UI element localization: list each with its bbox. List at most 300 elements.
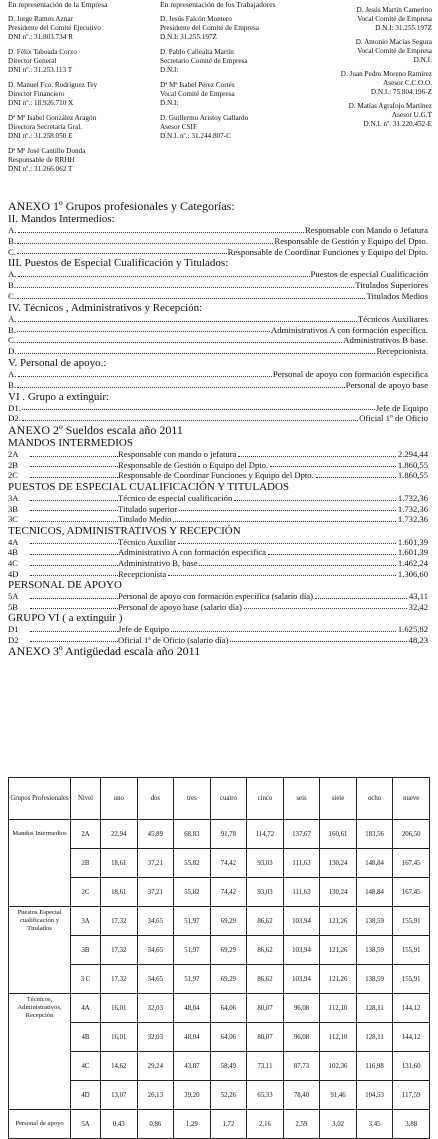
workers-signatories-right	[302, 0, 432, 180]
category-key: B.	[8, 324, 17, 335]
signatory-dni: D.N.I:	[413, 56, 432, 64]
value-cell: 148,84	[356, 849, 393, 878]
category-key: A.	[8, 225, 17, 235]
value-cell: 3,88	[393, 1110, 430, 1139]
nivel-cell: 4C	[71, 1052, 101, 1081]
anexos-body	[0, 200, 438, 658]
salary-amount: 1.601,39	[397, 547, 428, 558]
leader-dots	[171, 624, 396, 632]
salary-group-title: PUESTOS DE ESPECIAL CUALIFICACIÓN Y TITULADOS	[8, 480, 290, 493]
value-cell: 121,26	[320, 936, 357, 965]
group-cell	[9, 1023, 71, 1052]
value-cell: 2,16	[247, 1110, 284, 1139]
salary-key: 5B	[8, 601, 19, 612]
table-row	[9, 965, 430, 994]
signatory-name: D. Antonio Macías Segura	[355, 38, 432, 46]
salary-key: 5A	[8, 591, 19, 602]
value-cell: 91,46	[320, 1081, 357, 1110]
signatory	[8, 15, 158, 42]
value-cell: 78,40	[283, 1081, 320, 1110]
leader-dots	[18, 314, 357, 322]
signatory	[8, 147, 158, 174]
category-name: Jefe de Equipo	[375, 402, 428, 413]
salary-label: Jefe de Equipo	[118, 624, 170, 635]
signatory-name: D. Jesús Falcón Montero	[160, 15, 232, 23]
value-cell: 117,59	[393, 1081, 430, 1110]
value-cell: 17,32	[101, 907, 138, 936]
value-cell: 128,11	[356, 994, 393, 1023]
signatories-block	[8, 0, 432, 180]
leader-dots	[30, 569, 118, 577]
category-row	[8, 346, 428, 357]
nivel-cell: 4B	[71, 1023, 101, 1052]
category-row	[8, 369, 428, 380]
leader-dots	[17, 335, 342, 343]
table-body	[9, 820, 430, 1139]
category-name: Responsable de Coordinar Funciones y Equipo del Dpto.	[227, 246, 428, 257]
salary-row	[8, 449, 428, 460]
salary-row	[8, 547, 428, 558]
category-row	[8, 236, 428, 247]
antiguedad-table	[8, 777, 430, 1139]
salary-label: Recepcionista	[118, 568, 167, 579]
table-row	[9, 878, 430, 907]
salary-key: D2	[8, 634, 19, 645]
salary-key: 3A	[8, 492, 19, 503]
signatory	[302, 102, 432, 129]
salary-group-title: GRUPO VI ( a extinguir )	[8, 612, 123, 625]
signatory-role: Asesor C.C.O.O.	[383, 79, 432, 87]
leader-dots	[316, 470, 396, 478]
category-row	[8, 403, 428, 414]
value-cell: 103,94	[283, 907, 320, 936]
signatory	[160, 114, 300, 141]
value-cell: 17,32	[101, 936, 138, 965]
leader-dots	[30, 504, 118, 512]
signatory-role: Vocal Comité de Empresa	[357, 47, 432, 55]
value-cell: 103,94	[283, 965, 320, 994]
anexo1-groups	[0, 213, 438, 424]
anexo1-title: ANEXO 1º Grupos profesionales y Categorías:	[8, 199, 235, 213]
value-cell: 1,72	[210, 1110, 247, 1139]
value-cell: 206,50	[393, 820, 430, 849]
value-cell: 91,78	[210, 820, 247, 849]
leader-dots	[30, 537, 118, 545]
salary-label: Técnico Auxiliar	[118, 536, 176, 547]
category-name: Responsable con Mando o Jefatura	[304, 225, 428, 235]
category-name: Técnicos Auxiliares	[357, 313, 428, 324]
category-key: D.	[8, 346, 17, 357]
table-row	[9, 1052, 430, 1081]
signatory	[160, 15, 300, 42]
leader-dots	[173, 514, 396, 522]
salary-label: Responsable de Coordinar Funciones y Equipo del Dpto.	[118, 470, 314, 481]
value-cell: 55,82	[174, 878, 211, 907]
value-cell: 121,26	[320, 907, 357, 936]
signatory-dni: DNI nº.: 31.803.734 R	[8, 33, 73, 41]
category-group-title: IV. Técnicos , Administrativos y Recepción:	[8, 301, 203, 314]
category-name: Recepcionista.	[376, 346, 428, 357]
signatory-role: Asesor U.G.T	[391, 111, 432, 119]
value-cell: 39,20	[174, 1081, 211, 1110]
salary-row	[8, 514, 428, 525]
leader-dots	[30, 470, 118, 478]
leader-dots	[315, 591, 407, 599]
leader-dots	[17, 380, 345, 388]
signatory	[160, 81, 300, 108]
signatory-role: Vocal Comité de Empresa	[160, 90, 235, 98]
leader-dots	[17, 236, 273, 244]
signatory-dni: DNI nº.: 18.926.710 X	[8, 99, 74, 107]
group-cell: Técnicos, Administrativos, Recepción	[9, 994, 71, 1023]
value-cell: 96,08	[283, 994, 320, 1023]
signatory-name: D. Félix Taboada Corzo	[8, 48, 77, 56]
value-cell: 1,29	[174, 1110, 211, 1139]
table-row	[9, 936, 430, 965]
anexo2-title: ANEXO 2º Sueldos escala año 2011	[8, 423, 183, 438]
value-cell: 69,29	[210, 907, 247, 936]
salary-label: Titulado Medio	[118, 514, 172, 525]
category-name: Titulados Medios	[366, 290, 428, 301]
value-cell: 144,12	[393, 1023, 430, 1052]
salary-amount: 32,42	[408, 601, 428, 612]
value-cell: 155,91	[393, 936, 430, 965]
salary-row	[8, 493, 428, 504]
signatory	[8, 81, 158, 108]
column-header: siete	[320, 778, 357, 820]
value-cell: 17,32	[101, 965, 138, 994]
signatory-dni: DNI nº.: 31.253.113 T	[8, 66, 73, 74]
value-cell: 121,26	[320, 965, 357, 994]
signatory-role: Presidente del Comité Ejecutivo	[8, 24, 101, 32]
table-row	[9, 820, 430, 849]
value-cell: 111,63	[283, 849, 320, 878]
salary-row	[8, 504, 428, 515]
value-cell: 18,61	[101, 849, 138, 878]
leader-dots	[18, 269, 310, 277]
value-cell: 130,24	[320, 849, 357, 878]
category-key: A.	[8, 269, 17, 280]
salary-key: 2A	[8, 449, 19, 460]
signatory-dni: D.N.I. nº.: 31.244.807-C	[160, 132, 231, 140]
value-cell: 102,36	[320, 1052, 357, 1081]
value-cell: 116,98	[356, 1052, 393, 1081]
category-name: Personal de apoyo con formación específica	[272, 368, 428, 379]
category-name: Administrativos B base.	[343, 335, 428, 346]
signatory-dni: D.N.I:	[160, 66, 179, 74]
value-cell: 104,53	[356, 1081, 393, 1110]
value-cell: 0,43	[101, 1110, 138, 1139]
company-signatories	[8, 0, 158, 180]
salary-row	[8, 569, 428, 580]
category-name: Administrativos A con formación específica.	[270, 324, 428, 335]
table-header-row	[9, 778, 430, 820]
category-row	[8, 325, 428, 336]
value-cell: 137,67	[283, 820, 320, 849]
signatory-dni: D.N.I.: 75.804.196-Z	[370, 88, 432, 96]
signatory	[160, 48, 300, 75]
value-cell: 86,62	[247, 907, 284, 936]
salary-label: Administrativo B, base	[118, 557, 198, 568]
column-header: Nivel	[71, 778, 101, 820]
nivel-cell: 3A	[71, 907, 101, 936]
salary-key: 3B	[8, 503, 19, 514]
value-cell: 138,59	[356, 936, 393, 965]
category-name: Responsable de Gestión y Equipo del Dpto.	[274, 235, 428, 246]
leader-dots	[30, 635, 118, 643]
salary-key: 4C	[8, 557, 19, 568]
salary-label: Técnico de especial cualificación	[118, 492, 233, 503]
salary-key: 4B	[8, 547, 19, 558]
column-header: cinco	[247, 778, 284, 820]
value-cell: 112,10	[320, 994, 357, 1023]
column-header: seis	[283, 778, 320, 820]
signatory-name: D. Pablo Callealta Martín	[160, 48, 234, 56]
salary-row	[8, 624, 428, 635]
value-cell: 55,82	[174, 849, 211, 878]
salary-label: Administrativo A con formación especifica	[118, 547, 266, 558]
value-cell: 22,94	[101, 820, 138, 849]
value-cell: 3,02	[320, 1110, 357, 1139]
workers-signatories	[160, 0, 300, 180]
table-row	[9, 907, 430, 936]
category-row	[8, 225, 428, 236]
value-cell: 114,72	[247, 820, 284, 849]
salary-amount: 1.860,55	[397, 470, 428, 481]
category-key: D1.	[8, 402, 21, 413]
value-cell: 138,59	[356, 965, 393, 994]
value-cell: 65,33	[247, 1081, 284, 1110]
category-name: Personal de apoyo base	[345, 379, 428, 390]
nivel-cell: 2B	[71, 849, 101, 878]
value-cell: 80,07	[247, 994, 284, 1023]
category-key: A.	[8, 313, 17, 324]
value-cell: 155,91	[393, 965, 430, 994]
category-key: B.	[8, 379, 17, 390]
signatory-role: Asesor CSIF	[160, 123, 197, 131]
column-header: uno	[101, 778, 138, 820]
value-cell: 144,12	[393, 994, 430, 1023]
signatory-name: D. Jesús Martín Camerino	[356, 6, 432, 14]
value-cell: 69,29	[210, 965, 247, 994]
group-cell	[9, 1081, 71, 1110]
value-cell: 86,62	[247, 965, 284, 994]
column-header: cuatro	[210, 778, 247, 820]
salary-group-title: MANDOS INTERMEDIOS	[8, 437, 133, 450]
salary-row	[8, 558, 428, 569]
value-cell: 45,89	[137, 820, 174, 849]
value-cell: 13,07	[101, 1081, 138, 1110]
value-cell: 51,97	[174, 936, 211, 965]
category-row	[8, 314, 428, 325]
signatory-name: Dª Mª Isabel Pérez Cortés	[160, 81, 235, 89]
value-cell: 111,63	[283, 878, 320, 907]
salary-amount: 1.732,36	[397, 514, 428, 525]
value-cell: 2,59	[283, 1110, 320, 1139]
group-cell	[9, 1052, 71, 1081]
nivel-cell: 2C	[71, 878, 101, 907]
signatory-name: Dª Mª José Cantillo Donda	[8, 147, 86, 155]
category-name: Puestos de especial Cualificación	[310, 269, 428, 280]
value-cell: 34,65	[137, 965, 174, 994]
leader-dots	[30, 449, 118, 457]
leader-dots	[17, 291, 365, 299]
nivel-cell: 3 C	[71, 965, 101, 994]
salary-row	[8, 537, 428, 548]
value-cell: 103,94	[283, 936, 320, 965]
group-cell: Puestos Especial cualificación y Titulados	[9, 907, 71, 936]
category-key: C.	[8, 335, 17, 346]
signatory	[8, 114, 158, 141]
category-group-title: III. Puestos de Especial Cualificación y Titulados:	[8, 257, 229, 270]
column-header: nueve	[393, 778, 430, 820]
value-cell: 37,21	[137, 878, 174, 907]
leader-dots	[17, 325, 270, 333]
value-cell: 130,24	[320, 878, 357, 907]
leader-dots	[22, 413, 358, 421]
value-cell: 93,03	[247, 849, 284, 878]
salary-row	[8, 470, 428, 481]
group-cell: Personal de apoyo	[9, 1110, 71, 1139]
category-name: Oficial 1º de Oficio	[359, 413, 428, 424]
salary-label: Personal de apoyo con formación específica (salario día)	[118, 591, 313, 602]
leader-dots	[30, 624, 118, 632]
nivel-cell: 4D	[71, 1081, 101, 1110]
value-cell: 51,97	[174, 907, 211, 936]
signatory-name: D. Jorge Ramos Aznar	[8, 15, 73, 23]
value-cell: 128,11	[356, 1023, 393, 1052]
value-cell: 34,65	[137, 936, 174, 965]
value-cell: 52,26	[210, 1081, 247, 1110]
category-row	[8, 291, 428, 302]
value-cell: 0,86	[137, 1110, 174, 1139]
salary-label: Responsable con mando o jefatura	[118, 449, 237, 460]
value-cell: 74,42	[210, 878, 247, 907]
value-cell: 16,01	[101, 994, 138, 1023]
signatory	[8, 48, 158, 75]
salary-amount: 1.601,39	[397, 536, 428, 547]
category-key: B.	[8, 235, 17, 246]
category-row	[8, 247, 428, 258]
value-cell: 37,21	[137, 849, 174, 878]
group-cell	[9, 878, 71, 907]
leader-dots	[268, 547, 396, 555]
table-row	[9, 1110, 430, 1139]
salary-label: Oficial 1ª de Oficio (salario día)	[118, 634, 229, 645]
value-cell: 69,29	[210, 936, 247, 965]
value-cell: 18,61	[101, 878, 138, 907]
category-key: C.	[8, 246, 17, 257]
nivel-cell: 4A	[71, 994, 101, 1023]
salary-key: D1	[8, 624, 19, 635]
signatory	[302, 6, 432, 33]
value-cell: 43,87	[174, 1052, 211, 1081]
value-cell: 3,45	[356, 1110, 393, 1139]
column-header: ocho	[356, 778, 393, 820]
category-name: Titulados Superiores	[355, 280, 428, 291]
value-cell: 131,60	[393, 1052, 430, 1081]
leader-dots	[18, 225, 304, 233]
signatory-name: D. Juan Pedro Moreno Ramírez	[340, 70, 432, 78]
leader-dots	[238, 449, 396, 457]
value-cell: 58,49	[210, 1052, 247, 1081]
salary-key: 2B	[8, 459, 19, 470]
value-cell: 34,65	[137, 907, 174, 936]
value-cell: 64,06	[210, 994, 247, 1023]
salary-amount: 1.732,36	[397, 503, 428, 514]
leader-dots	[30, 493, 118, 501]
column-header: Grupos Profesionales	[9, 778, 71, 820]
signatory-dni: D.N.I: 31.255.197Z	[375, 24, 432, 32]
salary-label: Responsable de Gestión o Equipo del Dpto.	[118, 459, 269, 470]
value-cell: 148,84	[356, 878, 393, 907]
signatory-role: Director Financiero	[8, 90, 65, 98]
value-cell: 87,73	[283, 1052, 320, 1081]
value-cell: 14,62	[101, 1052, 138, 1081]
category-key: C.	[8, 290, 17, 301]
category-row	[8, 269, 428, 280]
leader-dots	[30, 602, 118, 610]
category-key: A.	[8, 368, 17, 379]
salary-row	[8, 460, 428, 471]
salary-amount: 1.306,60	[397, 568, 428, 579]
value-cell: 48,04	[174, 1023, 211, 1052]
signatory-role: Presidente del Comité de Empresa	[160, 24, 260, 32]
leader-dots	[178, 537, 396, 545]
leader-dots	[244, 602, 407, 610]
leader-dots	[30, 547, 118, 555]
group-cell: Mandos Intermedios	[9, 820, 71, 849]
value-cell: 32,03	[137, 994, 174, 1023]
salary-key: 2C	[8, 470, 19, 481]
value-cell: 93,03	[247, 878, 284, 907]
signatory-role: Vocal Comité de Empresa	[357, 15, 432, 23]
value-cell: 29,24	[137, 1052, 174, 1081]
salary-group-title: PERSONAL DE APOYO	[8, 579, 122, 592]
column-header: tres	[174, 778, 211, 820]
leader-dots	[199, 558, 395, 566]
group-cell	[9, 965, 71, 994]
workers-header: En representación de los Trabajadores	[160, 0, 276, 9]
value-cell: 68,83	[174, 820, 211, 849]
value-cell: 80,07	[247, 1023, 284, 1052]
company-header: En representación de la Empresa	[8, 0, 108, 9]
value-cell: 155,91	[393, 907, 430, 936]
category-group-title: II. Mandos Intermedios:	[8, 213, 115, 225]
signatory-role: Secretario Comité de Empresa	[160, 57, 248, 65]
leader-dots	[18, 369, 272, 377]
column-header: dos	[137, 778, 174, 820]
salary-key: 4D	[8, 568, 19, 579]
value-cell: 16,01	[101, 1023, 138, 1052]
category-row	[8, 335, 428, 346]
signatory-name: D. Matías Agrafojo Martínez	[348, 102, 432, 110]
value-cell: 86,62	[247, 936, 284, 965]
signatory	[302, 70, 432, 97]
value-cell: 167,45	[393, 878, 430, 907]
group-cell	[9, 849, 71, 878]
signatory-dni: DNI nº.: 31.258.050 E	[8, 132, 73, 140]
value-cell: 74,42	[210, 849, 247, 878]
leader-dots	[22, 403, 375, 411]
signatory-name: Dª Mª Isabel González Aragón	[8, 114, 97, 122]
table-row	[9, 1081, 430, 1110]
value-cell: 51,97	[174, 965, 211, 994]
signatory-dni: DNI nº.: 31.266.062 T	[8, 165, 73, 173]
leader-dots	[30, 591, 118, 599]
signatory-name: D. Guillermo Aristoy Gallardo	[160, 114, 249, 122]
category-row	[8, 413, 428, 424]
